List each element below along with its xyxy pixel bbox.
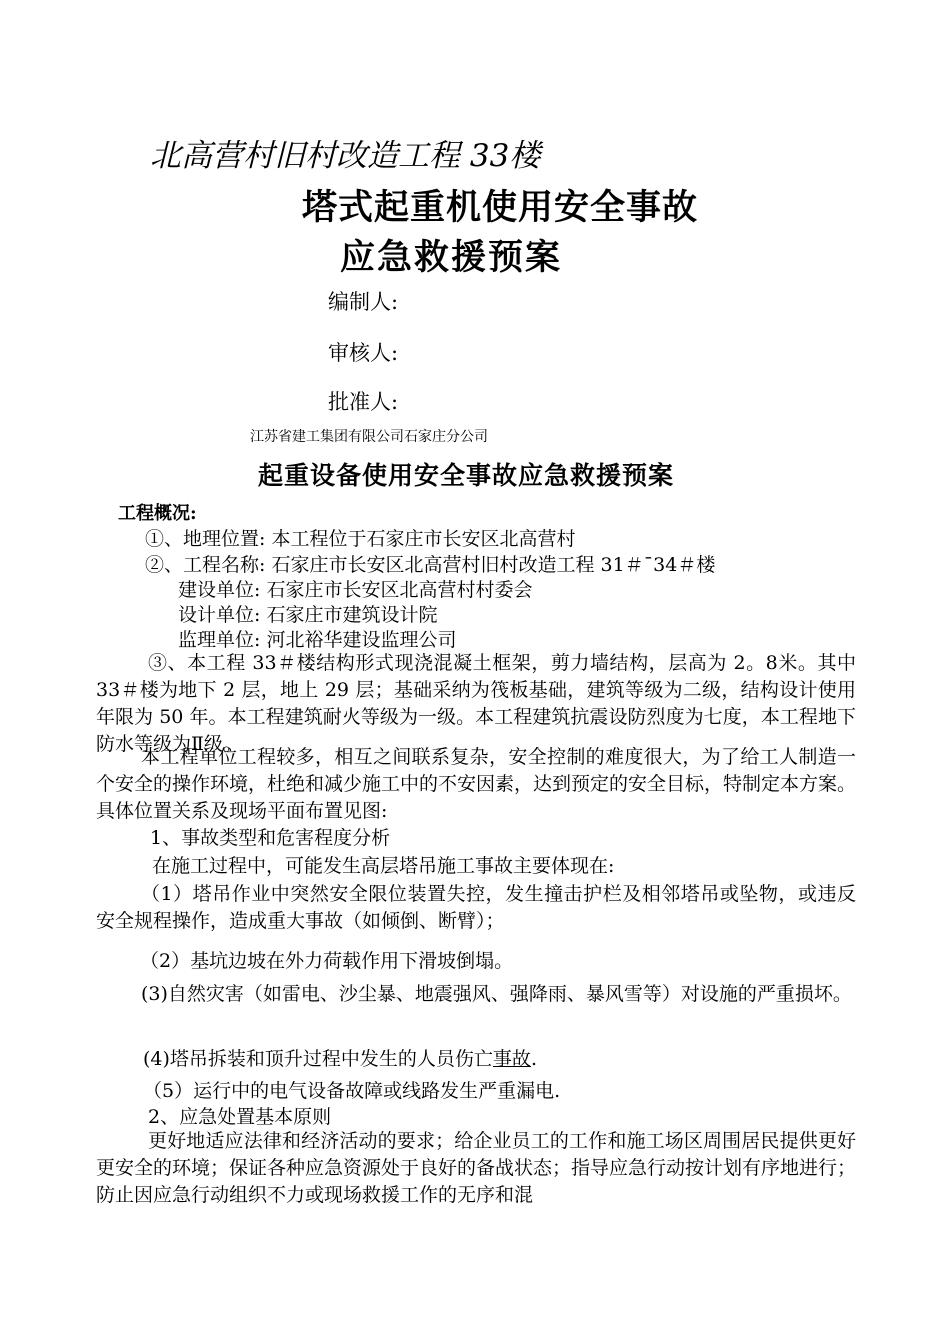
location-line: ①、地理位置: 本工程位于石家庄市长安区北高营村 bbox=[145, 528, 576, 550]
project-name-line: ②、工程名称: 石家庄市长安区北高营村旧村改造工程 31＃ˉ34＃楼 bbox=[145, 554, 716, 576]
item-4-text: (4)塔吊拆装和顶升过程中发生的人员伤亡 bbox=[143, 1048, 493, 1070]
item-3: (3)自然灾害（如雷电、沙尘暴、地震强风、强降雨、暴风雪等）对设施的严重损坏。 bbox=[141, 983, 852, 1005]
item-4-underlined: 事故 bbox=[492, 1048, 531, 1070]
section2-paragraph: 更好地适应法律和经济活动的要求；给企业员工的工作和施工场区周围居民提供更好更安全的环境；保证各种应急资源处于良好的备战状态；指导应急行动按计划有序地进行；防止因应急行动组织不力或现场救援工作的无序和混 bbox=[96, 1130, 857, 1206]
supervisor-line: 监理单位: 河北裕华建设监理公司 bbox=[178, 629, 457, 651]
main-title-line2: 应急救援预案 bbox=[340, 237, 563, 278]
item-4 bbox=[143, 1044, 537, 1071]
project-title: 北高营村旧村改造工程 33楼 bbox=[150, 138, 541, 174]
approver-label: 批准人: bbox=[328, 390, 399, 414]
overview-label: 工程概况: bbox=[118, 503, 197, 524]
company-name: 江苏省建工集团有限公司石家庄分公司 bbox=[250, 429, 488, 445]
intro-paragraph: 本工程单位工程较多，相互之间联系复杂，安全控制的难度很大，为了给工人制造一个安全的操作环境，杜绝和减少施工中的不安因素，达到预定的安全目标，特制定本方案。具体位置关系及现场平面布置见图: bbox=[96, 746, 857, 822]
compiler-label: 编制人: bbox=[328, 290, 399, 314]
section2-title: 2、应急处置基本原则 bbox=[148, 1106, 332, 1128]
item-1: （1）塔吊作业中突然安全限位装置失控，发生撞击护栏及相邻塔吊或坠物，或违反安全规程操作，造成重大事故（如倾倒、断臂）； bbox=[96, 883, 856, 932]
structure-paragraph: ③、本工程 33＃楼结构形式现浇混凝土框架，剪力墙结构，层高为 2。8米。其中 33＃楼为地下 2 层，地上 29 层；基础采纳为筏板基础，建筑等级为二级，结构设计使用年限为 50 年。本工程建筑耐火等级为一级。本工程建筑抗震设防烈度为七度，本工程地下防水等级为Ⅱ级。 bbox=[96, 652, 856, 755]
document-heading: 起重设备使用安全事故应急救援预案 bbox=[258, 461, 675, 490]
builder-line: 建设单位: 石家庄市长安区北高营村村委会 bbox=[178, 579, 533, 601]
item-4-end: . bbox=[530, 1048, 537, 1070]
main-title-line1: 塔式起重机使用安全事故 bbox=[302, 187, 699, 228]
item-5: （5）运行中的电气设备故障或线路发生严重漏电. bbox=[143, 1080, 561, 1102]
designer-line: 设计单位: 石家庄市建筑设计院 bbox=[178, 604, 438, 626]
reviewer-label: 审核人: bbox=[328, 341, 399, 365]
section1-intro: 在施工过程中，可能发生高层塔吊施工事故主要体现在: bbox=[152, 855, 615, 877]
item-2: （2）基坑边坡在外力荷载作用下滑坡倒塌。 bbox=[140, 950, 514, 972]
section1-title: 1、事故类型和危害程度分析 bbox=[150, 827, 391, 849]
